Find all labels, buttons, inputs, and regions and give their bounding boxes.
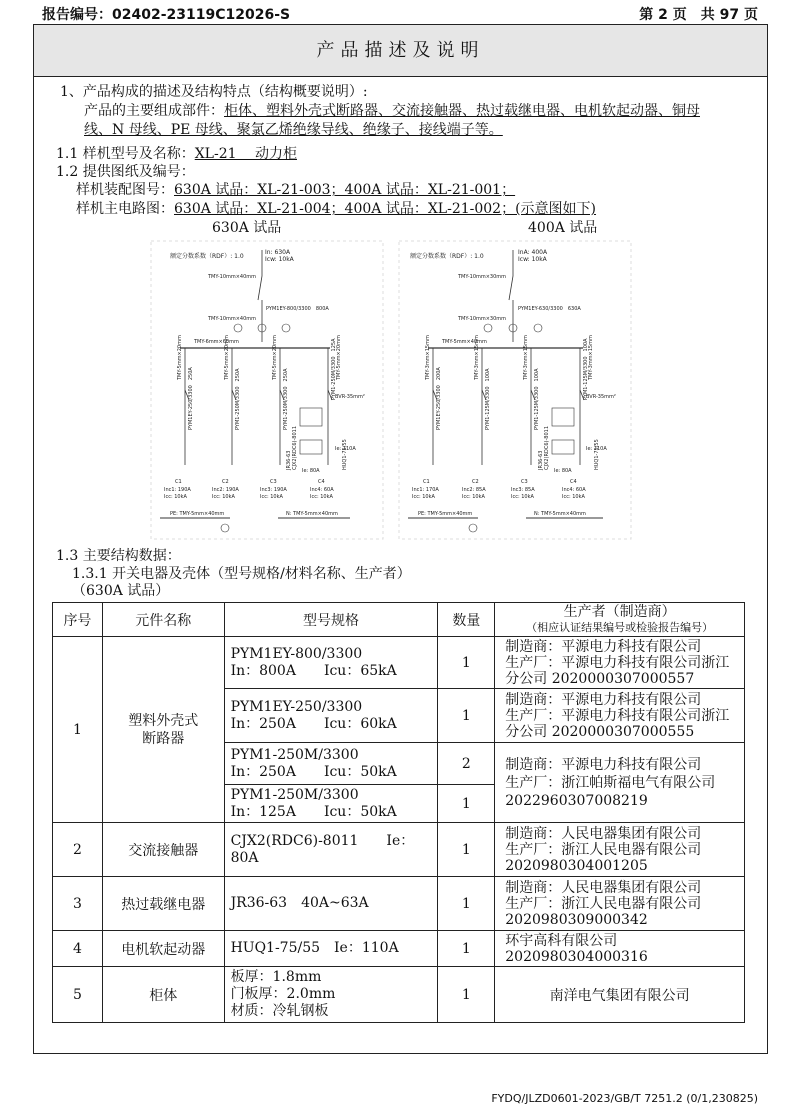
report-number: 报告编号：02402-23119C12026-S xyxy=(42,7,291,23)
row5-no: 5 xyxy=(53,967,103,1023)
circuit-1: C1 xyxy=(423,479,430,485)
row2-mfr3: 2020980304001205 xyxy=(505,857,648,874)
row4-no: 4 xyxy=(53,931,103,967)
branch-label-3: PYM1-125M/3300 100A xyxy=(534,368,540,430)
components-line1 xyxy=(84,102,700,120)
table-row xyxy=(53,877,745,931)
extra-ie-110: Ie: 110A xyxy=(335,446,356,452)
branch-label-2: PYM1-250M/3300 250A xyxy=(235,368,241,430)
row5-spec2: 门板厚：2.0mm xyxy=(230,986,336,1002)
circuit-3: C3 xyxy=(270,479,277,485)
row5-spec1: 板厚：1.8mm xyxy=(230,969,322,985)
drawings-label: 1.2 提供图纸及编号： xyxy=(56,164,195,180)
row4-manufacturer xyxy=(495,931,745,967)
row2-mfr2: 生产厂：浙江人民电器有限公司 xyxy=(505,841,702,858)
row1-no: 1 xyxy=(53,637,103,823)
row3-mfr1: 制造商：人民电器集团有限公司 xyxy=(505,879,702,896)
branch-bar-4: TMY-3mm×15mm xyxy=(588,335,594,380)
row1c-model xyxy=(224,743,438,785)
sample-model-label: 1.1 样机型号及名称： xyxy=(56,146,195,162)
branch-label-2: PYM1-125M/3300 100A xyxy=(485,368,491,430)
assembly-drawing-line xyxy=(76,181,515,199)
circuit-value: 630A 试品：XL-21-004；400A 试品：XL-21-002；(示意图如下) xyxy=(174,201,597,217)
table-row xyxy=(53,931,745,967)
header-mfr-line1: 生产者（制造商） xyxy=(563,603,676,620)
row1d-model xyxy=(224,785,438,823)
sample-model-value: XL-21 动力柜 xyxy=(194,146,297,162)
circuit-2: C2 xyxy=(222,479,229,485)
inc-3: Inc3: 85A xyxy=(511,487,535,493)
row1b-mfr1: 制造商：平源电力科技有限公司 xyxy=(505,691,702,708)
row1d-qty: 1 xyxy=(438,785,495,823)
rdf-text: 额定分数系数（RDF）: 1.0 xyxy=(410,253,484,260)
busbar-2: TMY-10mm×30mm xyxy=(458,316,507,322)
branch-label-3: PYM1-250M/3300 250A xyxy=(283,368,289,430)
branch-bar-2: TMY-5mm×20mm xyxy=(224,335,230,380)
switchgear-subheading: 1.3.1 开关电器及壳体（型号规格/材料名称、生产者） xyxy=(72,566,411,582)
row1a-rating: In：800A Icu：65kA xyxy=(230,662,397,679)
row1-name-line1: 塑料外壳式 xyxy=(128,712,199,729)
extra-relay: JR36-63 xyxy=(286,450,292,470)
header-qty: 数量 xyxy=(438,603,495,637)
row5-spec3: 材质：冷轧钢板 xyxy=(230,1003,329,1019)
page-indicator: 第 2 页 共 97 页 xyxy=(639,7,758,23)
row1cd-mfr2: 生产厂：浙江帕斯福电气有限公司 xyxy=(505,774,716,791)
icc-3: Icc: 10kA xyxy=(260,494,283,500)
busbar-2: TMY-10mm×40mm xyxy=(208,316,257,322)
row1a-model-name: PYM1EY-800/3300 xyxy=(230,645,363,662)
inc-4: Inc4: 60A xyxy=(310,487,334,493)
row1a-manufacturer xyxy=(495,637,745,689)
row1-name xyxy=(102,637,224,823)
circuit-label: 样机主电路图： xyxy=(76,201,174,217)
inc-3: Inc3: 190A xyxy=(260,487,287,493)
icc-4: Icc: 10kA xyxy=(310,494,333,500)
report-header xyxy=(42,4,758,22)
branches xyxy=(185,348,332,465)
row5-name: 柜体 xyxy=(102,967,224,1023)
branch-label-1: PYM1EY-250/3300 200A xyxy=(436,367,442,430)
rdf-text: 额定分数系数（RDF）: 1.0 xyxy=(170,253,244,260)
in-rating: In: 630A xyxy=(265,249,291,256)
pe-bar: PE: TMY-5mm×40mm xyxy=(418,511,473,517)
icc-4: Icc: 10kA xyxy=(562,494,585,500)
row1a-model xyxy=(224,637,438,689)
diagram-630-title: 630A 试品 xyxy=(212,220,282,236)
components-label: 产品的主要组成部件： xyxy=(84,103,224,119)
header-model: 型号规格 xyxy=(224,603,438,637)
pe-bar: PE: TMY-5mm×40mm xyxy=(170,511,225,517)
row5-manufacturer: 南洋电气集团有限公司 xyxy=(495,967,745,1023)
busbar-3: TMY-5mm×40mm xyxy=(442,339,487,345)
inc-1: Inc1: 190A xyxy=(164,487,191,493)
row3-model: JR36-63 40A~63A xyxy=(224,877,438,931)
main-breaker: PYM1EY-800/3300 800A xyxy=(266,306,329,312)
header-no: 序号 xyxy=(53,603,103,637)
branch-bar-1: TMY-3mm×15mm xyxy=(425,335,431,380)
sample-model-line xyxy=(56,145,297,163)
assembly-value: 630A 试品：XL-21-003；400A 试品：XL-21-001； xyxy=(174,182,516,198)
extra-relay: JR36-63 xyxy=(538,450,544,470)
circuit-1: C1 xyxy=(175,479,182,485)
circuit-diagram-400 xyxy=(398,240,633,540)
row1cd-mfr1: 制造商：平源电力科技有限公司 xyxy=(505,756,702,773)
branch-bar-3: TMY-3mm×15mm xyxy=(523,335,529,380)
extra-softstarter: HUQ1-75/55 xyxy=(594,439,600,470)
extra-contactor: CJX2(RDC6)-8011 xyxy=(544,426,550,470)
circuit-2: C2 xyxy=(472,479,479,485)
row1d-rating: In：125A Icu：50kA xyxy=(230,803,397,820)
row4-mfr1: 环宇高科有限公司 xyxy=(505,932,618,949)
row1b-mfr3: 分公司 2020000307000555 xyxy=(505,723,695,740)
row5-qty: 1 xyxy=(438,967,495,1023)
row2-model: CJX2(RDC6)-8011 Ie：80A xyxy=(224,823,438,877)
header-manufacturer xyxy=(495,603,745,637)
row1a-mfr1: 制造商：平源电力科技有限公司 xyxy=(505,638,702,655)
row1b-rating: In：250A Icu：60kA xyxy=(230,715,397,732)
row1a-qty: 1 xyxy=(438,637,495,689)
row3-name: 热过载继电器 xyxy=(102,877,224,931)
row3-qty: 1 xyxy=(438,877,495,931)
row3-mfr2: 生产厂：浙江人民电器有限公司 xyxy=(505,895,702,912)
row1a-mfr3: 分公司 2020000307000557 xyxy=(505,670,695,687)
branch-bar-3: TMY-5mm×20mm xyxy=(272,335,278,380)
row1cd-manufacturer xyxy=(495,743,745,823)
circuit-3: C3 xyxy=(521,479,528,485)
extra-bvr: BVR-35mm² xyxy=(586,394,616,400)
row2-manufacturer xyxy=(495,823,745,877)
inc-1: Inc1: 170A xyxy=(412,487,439,493)
in-rating: InA: 400A xyxy=(518,249,548,256)
inc-2: Inc2: 85A xyxy=(462,487,486,493)
footer-code: FYDQ/JLZD0601-2023/GB/T 7251.2 (0/1,230825) xyxy=(491,1092,758,1105)
row1b-mfr2: 生产厂：平源电力科技有限公司浙江 xyxy=(505,707,730,724)
branch-label-4: PYM1-125M/3300 100A xyxy=(583,338,589,400)
row1b-model xyxy=(224,689,438,743)
extra-contactor: CJX2(RDC6)-8011 xyxy=(292,426,298,470)
icc-2: Icc: 10kA xyxy=(462,494,485,500)
row3-no: 3 xyxy=(53,877,103,931)
row1b-qty: 1 xyxy=(438,689,495,743)
n-bar: N: TMY-5mm×40mm xyxy=(534,511,586,517)
row1c-qty: 2 xyxy=(438,743,495,785)
header-name: 元件名称 xyxy=(102,603,224,637)
extra-ie-80: Ie: 80A xyxy=(302,468,320,474)
row2-mfr1: 制造商：人民电器集团有限公司 xyxy=(505,825,702,842)
row1cd-mfr3: 2022960307008219 xyxy=(505,792,648,809)
row4-mfr2: 2020980304000316 xyxy=(505,948,648,965)
icc-3: Icc: 10kA xyxy=(511,494,534,500)
page-title: 产品描述及说明 xyxy=(34,25,767,77)
row1d-model-name: PYM1-250M/3300 xyxy=(230,786,359,803)
row1b-model-name: PYM1EY-250/3300 xyxy=(230,698,363,715)
row3-manufacturer xyxy=(495,877,745,931)
table-row xyxy=(53,637,745,689)
row1c-rating: In：250A Icu：50kA xyxy=(230,763,397,780)
icc-1: Icc: 10kA xyxy=(164,494,187,500)
extra-softstarter: HUQ1-75/55 xyxy=(342,439,348,470)
diagram-400-title: 400A 试品 xyxy=(528,220,598,236)
row1a-mfr2: 生产厂：平源电力科技有限公司浙江 xyxy=(505,654,730,671)
row1c-model-name: PYM1-250M/3300 xyxy=(230,746,359,763)
section1-heading: 1、产品构成的描述及结构特点（结构概要说明）: xyxy=(60,84,368,100)
components-text-1: 柜体、塑料外壳式断路器、交流接触器、热过载继电器、电机软起动器、铜母 xyxy=(224,103,700,119)
circuit-diagram-630 xyxy=(150,240,385,540)
branch-bar-4: TMY-5mm×20mm xyxy=(336,335,342,380)
busbar-3: TMY-6mm×60mm xyxy=(194,339,239,345)
row4-name: 电机软起动器 xyxy=(102,931,224,967)
branch-bar-1: TMY-5mm×20mm xyxy=(177,335,183,380)
row2-name: 交流接触器 xyxy=(102,823,224,877)
inc-2: Inc2: 190A xyxy=(212,487,239,493)
icc-2: Icc: 10kA xyxy=(212,494,235,500)
assembly-label: 样机装配图号： xyxy=(76,182,174,198)
icw-rating: Icw: 10kA xyxy=(518,256,547,263)
circuit-4: C4 xyxy=(570,479,577,485)
components-text-2: 线、N 母线、PE 母线、聚氯乙烯绝缘导线、绝缘子、接线端子等。 xyxy=(84,122,503,138)
table-row xyxy=(53,823,745,877)
structure-data-label: 1.3 主要结构数据： xyxy=(56,548,181,564)
inc-4: Inc4: 60A xyxy=(562,487,586,493)
header-mfr-line2: （相应认证结果编号或检验报告编号） xyxy=(526,620,714,634)
icw-rating: Icw: 10kA xyxy=(265,256,294,263)
branch-bar-2: TMY-3mm×15mm xyxy=(474,335,480,380)
busbar-top: TMY-10mm×40mm xyxy=(208,274,257,280)
busbar-top: TMY-10mm×30mm xyxy=(458,274,507,280)
extra-bvr: BVR-35mm² xyxy=(335,394,365,400)
components-table xyxy=(52,602,745,1023)
icc-1: Icc: 10kA xyxy=(412,494,435,500)
row1-name-line2: 断路器 xyxy=(142,730,185,747)
table-row xyxy=(53,967,745,1023)
main-breaker: PYM1EY-630/3300 630A xyxy=(518,306,581,312)
circuit-4: C4 xyxy=(318,479,325,485)
row5-spec xyxy=(224,967,438,1023)
branch-label-1: PYM1EY-250/3300 250A xyxy=(188,367,194,430)
row4-model: HUQ1-75/55 Ie：110A xyxy=(224,931,438,967)
table-header-row xyxy=(53,603,745,637)
extra-ie-110: Ie: 110A xyxy=(586,446,607,452)
sample-630-label: （630A 试品） xyxy=(72,583,170,599)
circuit-drawing-line xyxy=(76,200,596,218)
row2-no: 2 xyxy=(53,823,103,877)
branches xyxy=(433,348,584,465)
n-bar: N: TMY-5mm×40mm xyxy=(286,511,338,517)
extra-ie-80: Ie: 80A xyxy=(554,468,572,474)
row1b-manufacturer xyxy=(495,689,745,743)
row4-qty: 1 xyxy=(438,931,495,967)
row2-qty: 1 xyxy=(438,823,495,877)
row3-mfr3: 2020980309000342 xyxy=(505,911,648,928)
branch-label-4: PYM1-250M/3300 125A xyxy=(331,338,337,400)
